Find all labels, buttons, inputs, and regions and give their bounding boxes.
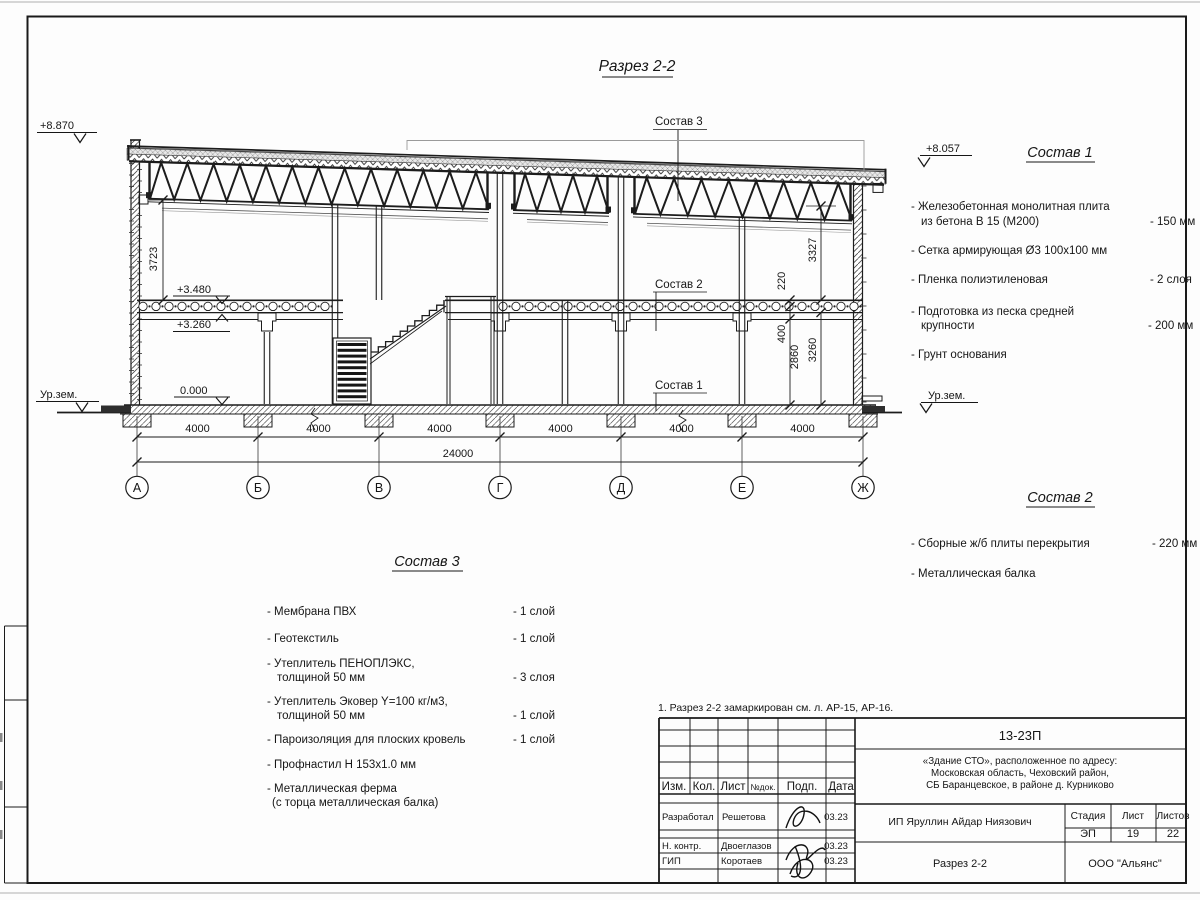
- slab-core: [642, 302, 650, 310]
- slab-core: [295, 302, 303, 310]
- list-item: - Утеплитель Эковер Y=100 кг/м3,: [267, 696, 448, 708]
- slab-core: [733, 302, 741, 310]
- slab-joint: [534, 305, 536, 307]
- slab-joint: [703, 305, 705, 307]
- sostav2-title: Состав 2: [1027, 490, 1093, 506]
- slab-core: [551, 302, 559, 310]
- stair-rung: [338, 389, 367, 392]
- slab-joint: [625, 305, 627, 307]
- slab-joint: [690, 305, 692, 307]
- slab-joint: [846, 305, 848, 307]
- tb-stage-value: ЭП: [1080, 828, 1096, 840]
- slab-joint: [213, 305, 215, 307]
- slab-joint: [304, 305, 306, 307]
- list-item: - Мембрана ПВХ: [267, 606, 357, 618]
- slab-joint: [716, 305, 718, 307]
- list-item: - Подготовка из песка средней: [911, 306, 1075, 318]
- dim-bay: 4000: [427, 423, 452, 435]
- tb-col-dok: №док.: [750, 782, 776, 792]
- dim-bay: 4000: [669, 423, 694, 435]
- slab-joint: [278, 305, 280, 307]
- tb-sheets-label: Листов: [1156, 811, 1190, 822]
- tb-col-data: Дата: [828, 781, 854, 793]
- list-item: - Утеплитель ПЕНОПЛЭКС,: [267, 658, 415, 670]
- sheet-frame: [28, 17, 1190, 884]
- slab-joint: [174, 305, 176, 307]
- drawing-geometry: [612, 313, 630, 331]
- drawing-geometry: [333, 338, 371, 404]
- callout-sostav2: Состав 2: [655, 279, 703, 291]
- slab-joint: [586, 305, 588, 307]
- tb-project-line3: СБ Баранцевское, в районе д. Курниково: [926, 780, 1114, 791]
- slab-joint: [226, 305, 228, 307]
- dim-beam: 400: [776, 324, 788, 344]
- signature-1: [786, 807, 820, 828]
- slab-joint: [651, 305, 653, 307]
- tb-doc-number: 13-23П: [998, 728, 1042, 743]
- drawing-geometry: [862, 396, 882, 401]
- drawing-geometry: [371, 300, 444, 352]
- drawing-geometry: [854, 172, 863, 412]
- list-item: - Металлическая балка: [911, 568, 1036, 580]
- tb-sheet-label: Лист: [1121, 811, 1145, 822]
- tb-sheet-value: 19: [1126, 828, 1140, 840]
- slab-core: [603, 302, 611, 310]
- slab-core: [308, 302, 316, 310]
- list-item-value: - 1 слой: [513, 734, 556, 746]
- signature-2: [786, 845, 825, 878]
- slab-core: [139, 302, 147, 310]
- dim-slab: 220: [776, 271, 788, 291]
- axis-label: Б: [253, 481, 263, 495]
- slab-core: [282, 302, 290, 310]
- stair-rung: [338, 378, 367, 381]
- slab-joint: [859, 305, 861, 307]
- elev-floor: 0.000: [180, 385, 208, 397]
- slab-joint: [200, 305, 202, 307]
- slab-joint: [677, 305, 679, 307]
- callout-sostav1: Состав 1: [655, 380, 703, 392]
- slab-core: [204, 302, 212, 310]
- slab-core: [525, 302, 533, 310]
- axis-label: Д: [616, 481, 626, 495]
- slab-joint: [638, 305, 640, 307]
- sostav1-list: [911, 145, 1195, 361]
- tb-col-list: Лист: [720, 781, 746, 793]
- tb-sheets-value: 22: [1166, 828, 1180, 840]
- dim-bay: 4000: [790, 423, 815, 435]
- sostav2-list: [911, 490, 1197, 580]
- drawing-geometry: [733, 313, 751, 331]
- slab-core: [837, 302, 845, 310]
- slab-joint: [239, 305, 241, 307]
- tb-name: Коротаев: [721, 856, 763, 867]
- tb-project-line1: «Здание СТО», расположенное по адресу:: [922, 756, 1118, 767]
- slab-core: [577, 302, 585, 310]
- slab-core: [512, 302, 520, 310]
- slab-core: [178, 302, 186, 310]
- elev-left-top: +8.870: [40, 120, 74, 132]
- view-title-text: Разрез 2-2: [598, 58, 676, 75]
- blind-area: [862, 406, 885, 412]
- slab-core: [165, 302, 173, 310]
- drawing-geometry: [515, 174, 609, 213]
- slab-core: [772, 302, 780, 310]
- slab-core: [668, 302, 676, 310]
- slab-joint: [768, 305, 770, 307]
- list-item-value: - 3 слоя: [513, 672, 555, 684]
- title-block: [659, 718, 1190, 883]
- elev-right-top: +8.057: [926, 143, 960, 155]
- axis-label: В: [374, 481, 384, 495]
- axis-label: Е: [737, 481, 747, 495]
- list-item-value: - 1 слой: [513, 710, 556, 722]
- tb-role: Разработал: [662, 812, 714, 823]
- dim-total: 24000: [442, 448, 474, 460]
- list-item: - Геотекстиль: [267, 633, 339, 645]
- slab-joint: [547, 305, 549, 307]
- slab-joint: [729, 305, 731, 307]
- stair-rung: [338, 355, 367, 358]
- drawing-geometry: [527, 222, 608, 225]
- left-margin-strip: [0, 626, 28, 883]
- list-item-value: - 2 слоя: [1150, 274, 1192, 286]
- slab-joint: [291, 305, 293, 307]
- slab-core: [230, 302, 238, 310]
- list-item: - Сетка армирующая Ø3 100х100 мм: [911, 245, 1108, 257]
- tb-date: 03.23: [824, 856, 848, 867]
- slab-joint: [612, 305, 614, 307]
- stair-rung: [338, 384, 367, 387]
- list-item: - Профнастил Н 153х1.0 мм: [267, 759, 417, 771]
- drawing-geometry: [370, 311, 442, 364]
- sheet-note: 1. Разрез 2-2 замаркирован см. л. АР-15, АР-16.: [658, 702, 894, 714]
- tb-role: Н. контр.: [662, 841, 702, 852]
- slab-core: [243, 302, 251, 310]
- slab-joint: [148, 305, 150, 307]
- slab-core: [629, 302, 637, 310]
- ground-right: Ур.зем.: [928, 390, 966, 402]
- list-item: толщиной 50 мм: [277, 710, 366, 722]
- drawing-geometry: [370, 306, 446, 359]
- stair-rung: [338, 349, 367, 352]
- blind-area: [101, 406, 131, 413]
- slab-core: [798, 302, 806, 310]
- slab-core: [269, 302, 277, 310]
- slab-joint: [781, 305, 783, 307]
- slab-joint: [807, 305, 809, 307]
- stair-rung: [338, 372, 367, 375]
- list-item: - Металлическая ферма: [267, 783, 397, 795]
- dim-left-height: 3723: [148, 246, 160, 272]
- dim-clear: 2860: [789, 344, 801, 370]
- tb-name: Двоеглазов: [721, 841, 772, 852]
- list-item-value: - 220 мм: [1152, 538, 1198, 550]
- tb-sheet-title: Разрез 2-2: [932, 858, 988, 870]
- elev-ceiling: +3.260: [177, 319, 211, 331]
- dim-bay: 4000: [306, 423, 331, 435]
- slab-joint: [161, 305, 163, 307]
- tb-client: ИП Яруллин Айдар Ниязович: [888, 816, 1032, 828]
- drawing-geometry: [162, 208, 488, 219]
- slab-core: [681, 302, 689, 310]
- slab-core: [616, 302, 624, 310]
- list-item: - Сборные ж/б плиты перекрытия: [911, 538, 1090, 550]
- slab-core: [720, 302, 728, 310]
- tb-date: 03.23: [824, 812, 848, 823]
- drawing-geometry: [527, 220, 608, 223]
- slab-joint: [599, 305, 601, 307]
- dim-right-height: 3327: [807, 237, 819, 263]
- tb-stage-label: Стадия: [1070, 811, 1106, 822]
- slab-core: [707, 302, 715, 310]
- list-item-value: - 150 мм: [1150, 216, 1196, 228]
- slab-joint: [265, 305, 267, 307]
- stair-rung: [338, 366, 367, 369]
- slab-core: [850, 302, 858, 310]
- slab-joint: [252, 305, 254, 307]
- axis-label: Г: [496, 481, 504, 495]
- tb-project-line2: Московская область, Чеховский район,: [930, 768, 1110, 779]
- tb-date: 03.23: [824, 841, 848, 852]
- drawing-geometry: [258, 313, 276, 331]
- view-title: [599, 58, 676, 77]
- list-item: - Пароизоляция для плоских кровель: [267, 734, 466, 746]
- dim-bay: 4000: [185, 423, 210, 435]
- slab-joint: [794, 305, 796, 307]
- list-item: - Железобетонная монолитная плита: [911, 201, 1110, 213]
- tb-company: ООО "Альянс": [1088, 858, 1162, 870]
- stair-rung: [338, 343, 367, 346]
- tb-col-kol: Кол.: [692, 781, 716, 793]
- list-item: толщиной 50 мм: [277, 672, 366, 684]
- list-item: крупности: [921, 320, 975, 332]
- slab-joint: [664, 305, 666, 307]
- elev-slab: +3.480: [177, 284, 211, 296]
- list-item: из бетона В 15 (М200): [921, 216, 1040, 228]
- list-item-value: - 200 мм: [1148, 320, 1194, 332]
- slab-joint: [317, 305, 319, 307]
- axis-label: Ж: [857, 481, 869, 495]
- tb-col-izm: Изм.: [661, 781, 687, 793]
- list-item: (с торца металлическая балка): [272, 797, 439, 809]
- slab-joint: [508, 305, 510, 307]
- sostav3-list: [267, 554, 555, 809]
- sostav1-title: Состав 1: [1027, 145, 1093, 161]
- dim-floor-slab: 3260: [807, 337, 819, 363]
- slab-core: [590, 302, 598, 310]
- slab-joint: [833, 305, 835, 307]
- slab-core: [191, 302, 199, 310]
- ground-left: Ур.зем.: [40, 389, 78, 401]
- axis-label: А: [132, 481, 142, 495]
- dim-bay: 4000: [548, 423, 573, 435]
- list-item-value: - 1 слой: [513, 633, 556, 645]
- slab-core: [217, 302, 225, 310]
- tb-col-podp: Подп.: [786, 781, 818, 793]
- slab-joint: [755, 305, 757, 307]
- tb-role: ГИП: [662, 856, 681, 867]
- stair-rung: [338, 360, 367, 363]
- list-item: - Пленка полиэтиленовая: [911, 274, 1048, 286]
- sostav3-title: Состав 3: [394, 554, 460, 570]
- tb-name: Решетова: [722, 812, 766, 823]
- slab-joint: [820, 305, 822, 307]
- slab-joint: [187, 305, 189, 307]
- slab-core: [746, 302, 754, 310]
- slab-core: [321, 302, 329, 310]
- slab-core: [694, 302, 702, 310]
- drawing-geometry: [162, 211, 488, 222]
- slab-core: [538, 302, 546, 310]
- slab-joint: [573, 305, 575, 307]
- slab-joint: [521, 305, 523, 307]
- callout-sostav3: Состав 3: [655, 116, 703, 128]
- stair-rung: [338, 395, 367, 398]
- floor-slab: [124, 405, 876, 414]
- list-item: - Грунт основания: [911, 349, 1007, 361]
- slab-core: [759, 302, 767, 310]
- list-item-value: - 1 слой: [513, 606, 556, 618]
- slab-core: [256, 302, 264, 310]
